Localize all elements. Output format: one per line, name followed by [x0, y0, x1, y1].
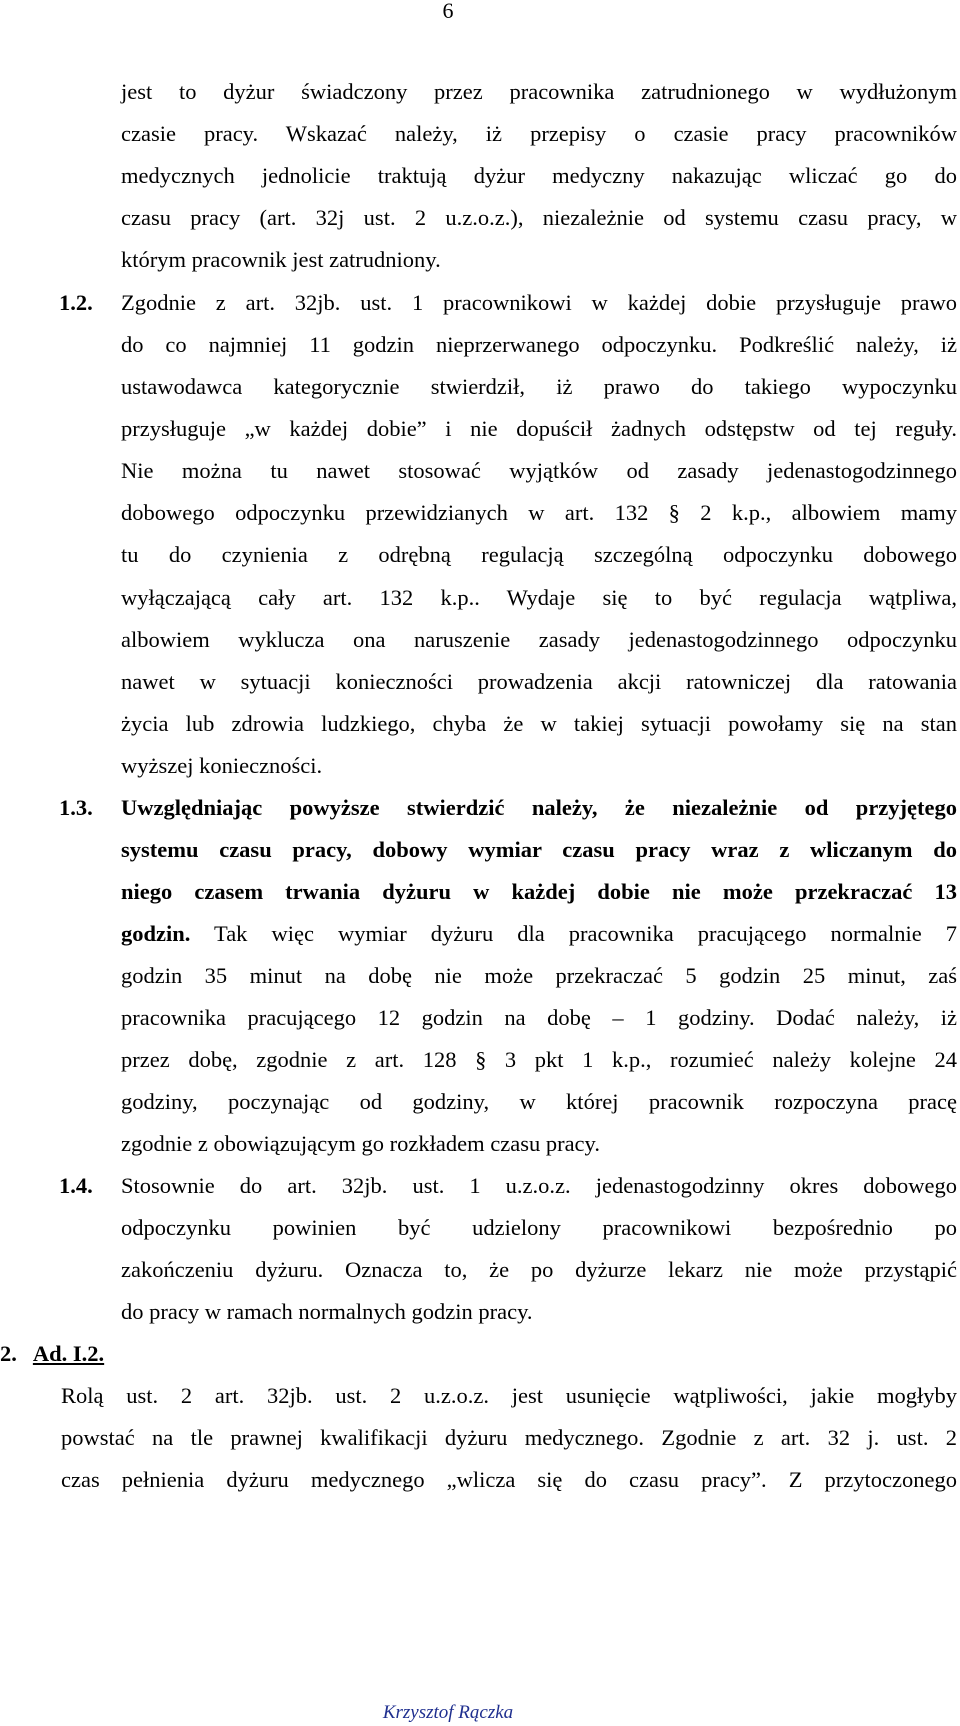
- text-rest: Tak więc wymiar dyżuru dla pracownika pracującego normalnie 7: [190, 921, 957, 946]
- text-line: wyższej konieczności.: [121, 753, 323, 778]
- text-line: Zgodnie z art. 32jb. ust. 1 pracownikowi w każdej dobie przysługuje prawo: [121, 290, 957, 315]
- section-number-1-3: 1.3.: [59, 795, 93, 820]
- section-number-2: 2.: [0, 1341, 17, 1366]
- text-line: medycznych jednolicie traktują dyżur medyczny nakazując wliczać go do: [121, 163, 957, 188]
- text-line: którym pracownik jest zatrudniony.: [121, 247, 441, 272]
- text-line: czas pełnienia dyżuru medycznego „wlicza się do czasu pracy”. Z przytoczonego: [61, 1467, 957, 1492]
- text-line: Nie można tu nawet stosować wyjątków od zasady jedenastogodzinnego: [121, 458, 957, 483]
- text-line: zgodnie z obowiązującym go rozkładem czasu pracy.: [121, 1131, 600, 1156]
- section-number-1-2: 1.2.: [59, 290, 93, 315]
- text-line: Stosownie do art. 32jb. ust. 1 u.z.o.z. jedenastogodzinny okres dobowego: [121, 1173, 957, 1198]
- text-line: tu do czynienia z odrębną regulacją szczególną odpoczynku dobowego: [121, 542, 957, 567]
- section-title: Ad. I.2.: [32, 1341, 105, 1366]
- text-line: Rolą ust. 2 art. 32jb. ust. 2 u.z.o.z. jest usunięcie wątpliwości, jakie mogłyby: [61, 1383, 957, 1408]
- text-line: przysługuje „w każdej dobie” i nie dopuścił żadnych odstępstw od tej reguły.: [121, 416, 957, 441]
- bold-text-line: Uwzględniając powyższe stwierdzić należy, że niezależnie od przyjętego: [121, 795, 957, 820]
- text-line: do co najmniej 11 godzin nieprzerwanego odpoczynku. Podkreślić należy, iż: [121, 332, 957, 357]
- text-line: przez dobę, zgodnie z art. 128 § 3 pkt 1 k.p., rozumieć należy kolejne 24: [121, 1047, 957, 1072]
- text-line: czasu pracy (art. 32j ust. 2 u.z.o.z.), niezależnie od systemu czasu pracy, w: [121, 205, 957, 230]
- bold-start: godzin.: [121, 921, 191, 946]
- section-number-1-4: 1.4.: [59, 1173, 93, 1198]
- page-number: 6: [442, 0, 454, 23]
- text-line: dobowego odpoczynku przewidzianych w art. 132 § 2 k.p., albowiem mamy: [121, 500, 957, 525]
- text-line: godziny, poczynając od godziny, w której pracownik rozpoczyna pracę: [121, 1089, 957, 1114]
- mixed-text-line: [121, 919, 957, 949]
- bold-text-line: systemu czasu pracy, dobowy wymiar czasu pracy wraz z wliczanym do: [121, 837, 957, 862]
- text-line: godzin 35 minut na dobę nie może przekraczać 5 godzin 25 minut, zaś: [121, 963, 957, 988]
- bold-text-line: niego czasem trwania dyżuru w każdej dobie nie może przekraczać 13: [121, 879, 957, 904]
- text-line: ustawodawca kategorycznie stwierdził, iż prawo do takiego wypoczynku: [121, 374, 957, 399]
- footer-author: Krzysztof Rączka: [382, 1702, 514, 1723]
- text-line: powstać na tle prawnej kwalifikacji dyżuru medycznego. Zgodnie z art. 32 j. ust. 2: [61, 1425, 957, 1450]
- text-line: życia lub zdrowia ludzkiego, chyba że w takiej sytuacji powołamy się na stan: [121, 711, 957, 736]
- text-line: albowiem wyklucza ona naruszenie zasady jedenastogodzinnego odpoczynku: [121, 627, 957, 652]
- text-line: nawet w sytuacji konieczności prowadzenia akcji ratowniczej dla ratowania: [121, 669, 957, 694]
- text-line: do pracy w ramach normalnych godzin pracy.: [121, 1299, 533, 1324]
- text-line: pracownika pracującego 12 godzin na dobę – 1 godziny. Dodać należy, iż: [121, 1005, 957, 1030]
- text-line: odpoczynku powinien być udzielony pracownikowi bezpośrednio po: [121, 1215, 957, 1240]
- section-heading-2: [0, 1339, 104, 1369]
- text-line: jest to dyżur świadczony przez pracownika zatrudnionego w wydłużonym: [121, 79, 957, 104]
- text-line: czasie pracy. Wskazać należy, iż przepisy o czasie pracy pracowników: [121, 121, 957, 146]
- text-line: zakończeniu dyżuru. Oznacza to, że po dyżurze lekarz nie może przystąpić: [121, 1257, 957, 1282]
- text-line: wyłączającą cały art. 132 k.p.. Wydaje się to być regulacja wątpliwa,: [121, 585, 957, 610]
